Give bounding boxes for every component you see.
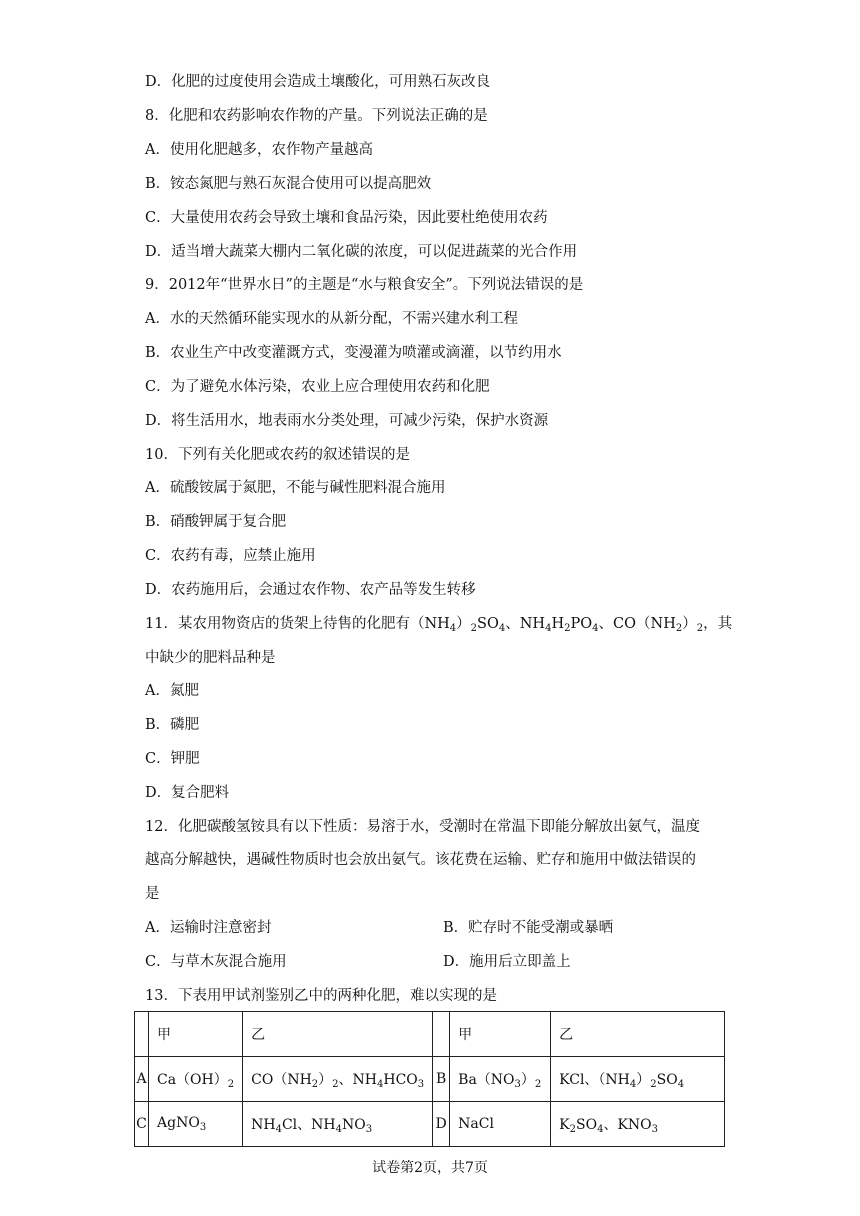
q12-option-c: C．与草木灰混合施用 [145, 954, 287, 970]
q11-stem-line2: 中缺少的肥料品种是 [145, 650, 276, 666]
row-label-b: B [433, 1057, 450, 1102]
q11-option-b: B．磷肥 [145, 717, 200, 733]
cell-yi-d: $K_2SO_4$、$KNO_3$ [551, 1102, 725, 1147]
cell-jia-d: NaCl [450, 1102, 551, 1147]
header-cell-yi: 乙 [551, 1012, 725, 1057]
cell-jia-b: $Ba(NO_3)_2$ [450, 1057, 551, 1102]
q9-stem: 9．2012年“世界水日”的主题是“水与粮食安全”。下列说法错误的是 [145, 277, 584, 293]
q12-option-b: B．贮存时不能受潮或暴晒 [443, 920, 614, 936]
q12-stem-line2: 越高分解越快，遇碱性物质时也会放出氨气。该花费在运输、贮存和施用中做法错误的 [145, 852, 696, 868]
q9-option-b: B．农业生产中改变灌溉方式，变漫灌为喷灌或滴灌，以节约用水 [145, 345, 562, 361]
q8-option-c: C．大量使用农药会导致土壤和食品污染，因此要杜绝使用农药 [145, 210, 548, 226]
q10-option-d: D．农药施用后，会通过农作物、农产品等发生转移 [145, 582, 476, 598]
q7-option-d: D．化肥的过度使用会造成土壤酸化，可用熟石灰改良 [145, 74, 491, 90]
q8-option-b: B．铵态氮肥与熟石灰混合使用可以提高肥效 [145, 176, 432, 192]
row-label-d: D [433, 1102, 450, 1147]
cell-yi-a: $CO(NH_2)_2$、$NH_4HCO_3$ [243, 1057, 433, 1102]
q8-stem: 8．化肥和农药影响农作物的产量。下列说法正确的是 [145, 108, 488, 124]
q10-option-c: C．农药有毒，应禁止施用 [145, 548, 316, 564]
q11-option-c: C．钾肥 [145, 751, 200, 767]
q13-stem: 13．下表用甲试剂鉴别乙中的两种化肥，难以实现的是 [145, 988, 497, 1004]
q9-option-d: D．将生活用水，地表雨水分类处理，可减少污染，保护水资源 [145, 413, 549, 429]
q12-option-a: A．运输时注意密封 [145, 920, 272, 936]
q8-option-d: D．适当增大蔬菜大棚内二氧化碳的浓度，可以促进蔬菜的光合作用 [145, 244, 578, 260]
header-cell-yi: 乙 [243, 1012, 433, 1057]
q10-option-b: B．硝酸钾属于复合肥 [145, 514, 287, 530]
q13-reagent-table [134, 1011, 725, 1147]
q11-option-d: D．复合肥料 [145, 785, 230, 801]
table-row [135, 1057, 725, 1102]
header-cell-blank [433, 1012, 450, 1057]
table-row [135, 1102, 725, 1147]
q11-option-a: A．氮肥 [145, 683, 199, 699]
row-label-a: A [135, 1057, 149, 1102]
row-label-c: C [135, 1102, 149, 1147]
cell-yi-c: $NH_4Cl$、$NH_4NO_3$ [243, 1102, 433, 1147]
q12-option-d: D．施用后立即盖上 [443, 954, 571, 970]
q10-option-a: A．硫酸铵属于氮肥，不能与碱性肥料混合施用 [145, 480, 446, 496]
header-cell-jia: 甲 [450, 1012, 551, 1057]
q12-stem-line3: 是 [145, 886, 160, 902]
q11-stem-line1: 11．某农用物资店的货架上待售的化肥有$(NH_4)_2SO_4$、$NH_4H_2PO_4$、$CO(NH_2)_2$，其 [145, 616, 733, 634]
header-cell-blank [135, 1012, 149, 1057]
page-footer: 试卷第2页，共7页 [372, 1160, 488, 1176]
cell-jia-a: $Ca(OH)_2$ [149, 1057, 243, 1102]
q9-option-c: C．为了避免水体污染，农业上应合理使用农药和化肥 [145, 379, 490, 395]
header-cell-jia: 甲 [149, 1012, 243, 1057]
cell-jia-c: AgNO$_3$ [149, 1102, 243, 1147]
q12-stem-line1: 12．化肥碳酸氢铵具有以下性质：易溶于水，受潮时在常温下即能分解放出氨气，温度 [145, 819, 700, 835]
q10-stem: 10．下列有关化肥或农药的叙述错误的是 [145, 447, 410, 463]
q9-option-a: A．水的天然循环能实现水的从新分配，不需兴建水利工程 [145, 311, 518, 327]
cell-yi-b: KCl、$(NH_4)_2SO_4$ [551, 1057, 725, 1102]
q8-option-a: A．使用化肥越多，农作物产量越高 [145, 142, 373, 158]
table-header-row [135, 1012, 725, 1057]
